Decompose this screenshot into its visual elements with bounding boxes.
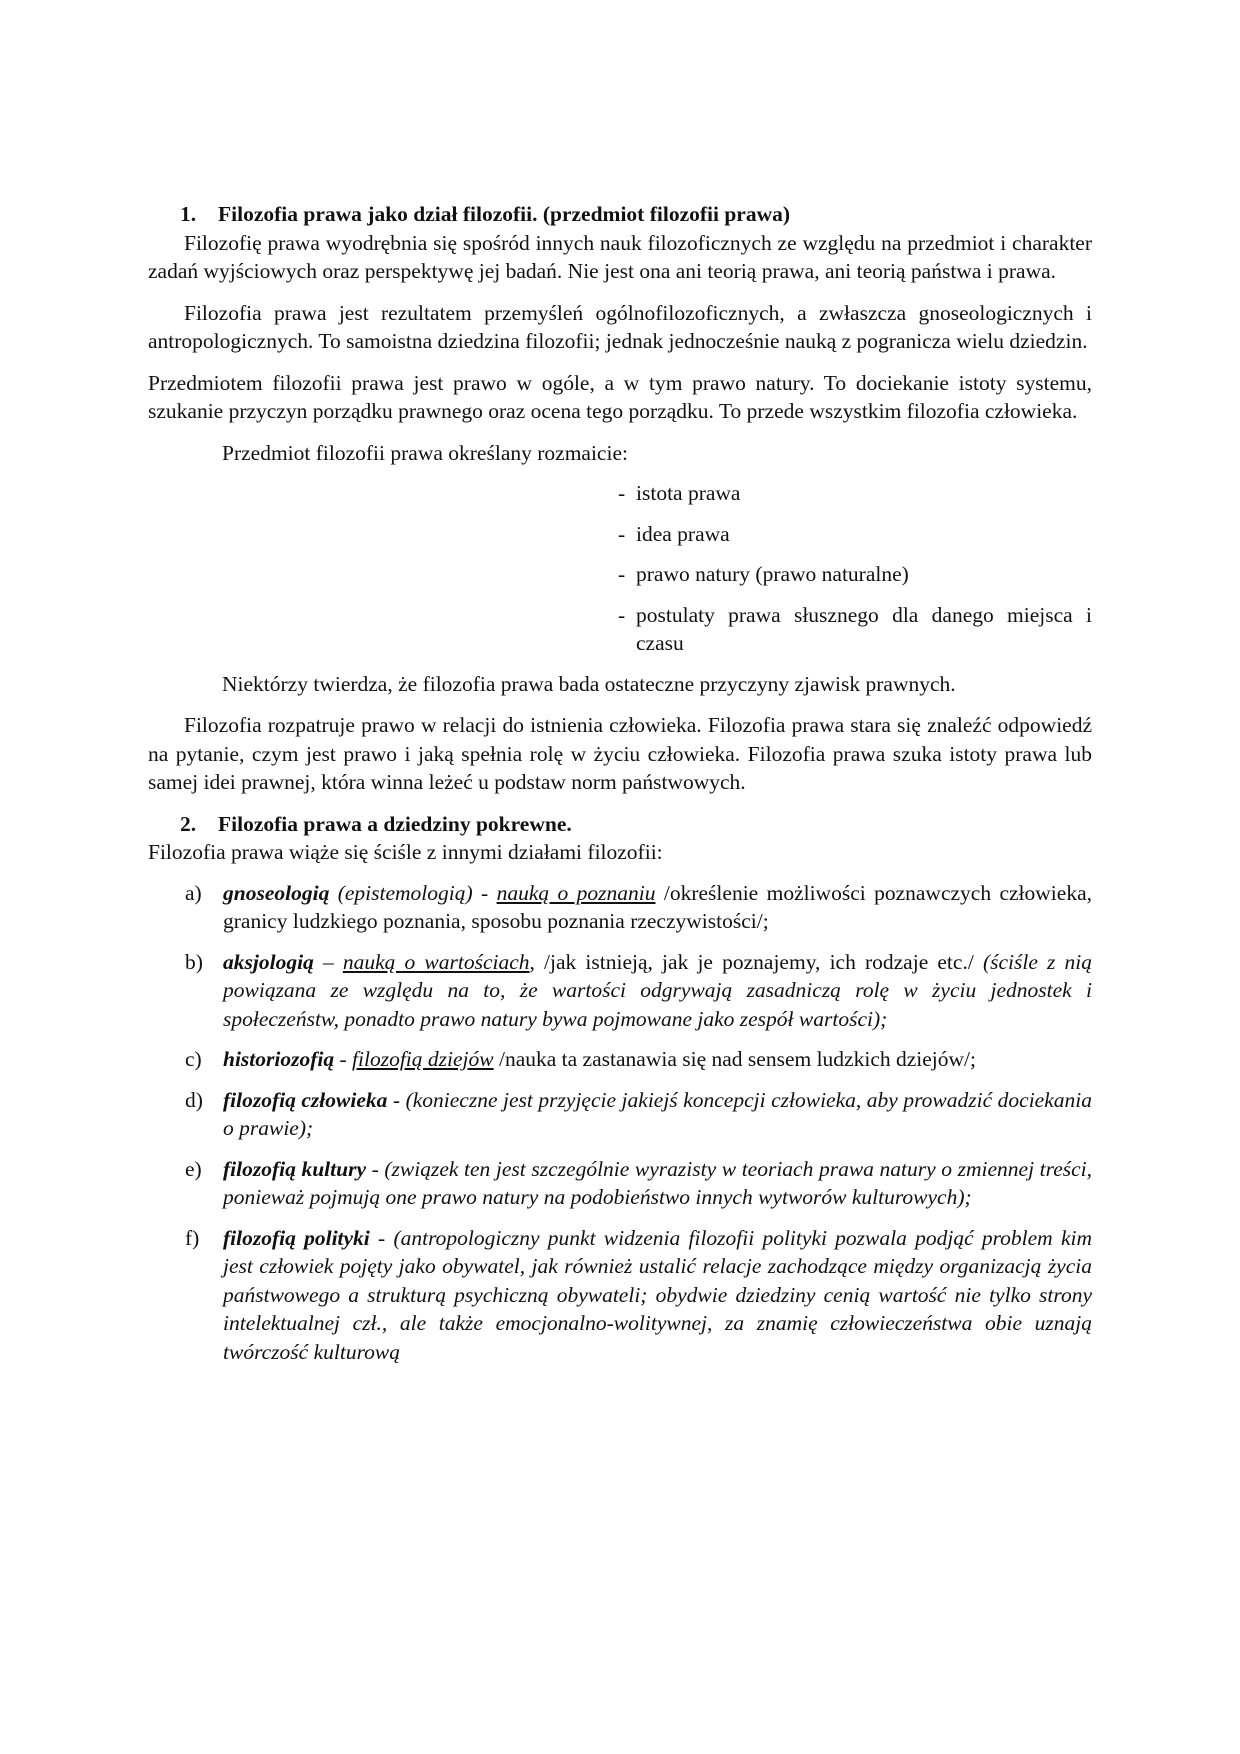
dash-bullet: - [618,602,626,627]
list-item-text: prawo natury (prawo naturalne) [636,562,909,586]
separator: - [369,1225,394,1250]
description: , /jak istnieją, jak je poznajemy, ich rodzaje etc./ [529,949,983,974]
list-marker: a) [185,880,202,905]
dash-bullet: - [618,562,626,586]
list-item [148,1224,1092,1367]
list-item [148,948,1092,1034]
dash-bullet: - [618,521,626,546]
list-marker: c) [185,1047,202,1071]
definition: filozofią dziejów [352,1047,494,1071]
section-1-heading [148,200,1092,229]
document-page [148,200,1092,1378]
section-number: 2. [180,811,197,836]
italic-note: (konieczne jest przyjęcie jakiejś koncepcji człowieka, aby prowadzić dociekania o prawie); [223,1087,1092,1140]
dash-bullet: - [618,481,626,505]
list-item-text: idea prawa [636,521,730,546]
term: historiozofią [223,1047,335,1071]
list-item [148,1155,1092,1212]
italic-note: (ściśle z nią powiązana ze względu na to, że wartości odgrywają zasadniczą rolę w życiu jednostek i społeczeństw, ponadto prawo natury bywa pojmowane jako zespół wartości); [223,949,1092,1031]
paragraph: Filozofia rozpatruje prawo w relacji do istnienia człowieka. Filozofia prawa stara się znaleźć odpowiedź na pytanie, czym jest prawo i jaką spełnia rolę w życiu człowieka. Filozofia prawa szuka istoty prawa lub samej idei prawnej, która winna leżeć u podstaw norm państwowych. [148,713,1092,794]
list-item [618,601,1092,658]
term: filozofią człowieka [223,1087,388,1112]
section-2-heading [148,810,1092,839]
list-item-text: postulaty prawa słusznego dla danego miejsca i czasu [636,602,1092,655]
separator: – [313,949,343,974]
term: gnoseologią [223,880,330,905]
section-title: Filozofia prawa a dziedziny pokrewne. [218,811,572,836]
list-item-text: istota prawa [636,481,741,505]
list-marker: d) [185,1087,203,1112]
term: aksjologią [223,949,314,974]
paragraph: Przedmiot filozofii prawa określany rozmaicie: [222,440,628,465]
list-item [148,1045,1092,1074]
separator: - [366,1156,385,1181]
list-item [148,1086,1092,1143]
separator: (epistemologią) - [329,880,497,905]
list-item [148,879,1092,936]
separator: - [387,1087,406,1112]
description: /nauka ta zastanawia się nad sensem ludzkich dziejów/; [493,1047,976,1071]
list-marker: f) [185,1225,200,1250]
italic-note: (związek ten jest szczególnie wyrazisty w teoriach prawa natury o zmiennej treści, ponieważ pojmują one prawo natury na podobieństwo innych wytworów kulturowych); [223,1156,1092,1209]
paragraph: Filozofię prawa wyodrębnia się spośród innych nauk filozoficznych ze względu na przedmiot i charakter zadań wyjściowych oraz perspektywę jej badań. Nie jest ona ani teorią prawa, ani teorią państwa i prawa. [148,230,1092,283]
paragraph: Filozofia prawa wiąże się ściśle z innymi działami filozofii: [148,840,663,864]
section-number: 1. [180,202,197,226]
list-item [618,520,1092,549]
term: filozofią kultury [223,1156,366,1181]
list-marker: b) [185,949,203,974]
paragraph: Niektórzy twierdza, że filozofia prawa bada ostateczne przyczyny zjawisk prawnych. [222,671,956,696]
separator: - [334,1047,353,1071]
subject-list [618,479,1092,658]
term: filozofią polityki [223,1225,370,1250]
paragraph: Filozofia prawa jest rezultatem przemyśleń ogólnofilozoficznych, a zwłaszcza gnoseologicznych i antropologicznych. To samoistna dziedzina filozofii; jednak jednocześnie nauką z pogranicza wielu dziedzin. [148,300,1092,353]
related-fields-list [148,879,1092,1367]
paragraph: Przedmiotem filozofii prawa jest prawo w ogóle, a w tym prawo natury. To dociekanie istoty systemu, szukanie przyczyn porządku prawnego oraz ocena tego porządku. To przede wszystkim filozofia człowieka. [148,370,1092,423]
list-item [618,560,1092,589]
description: /określenie możliwości poznawczych człowieka, granicy ludzkiego poznania, sposobu poznania rzeczywistości/; [223,880,1092,933]
section-title: Filozofia prawa jako dział filozofii. (przedmiot filozofii prawa) [218,202,791,226]
definition: nauką o poznaniu [496,880,656,905]
list-marker: e) [185,1156,202,1181]
list-item [618,479,1092,508]
italic-note: (antropologiczny punkt widzenia filozofii polityki pozwala podjąć problem kim jest człowiek pojęty jako obywatel, jak również ustalić relacje zachodzące między organizacją życia państwowego a strukturą psychiczną obywateli; obydwie dziedziny cenią wartość nie tylko strony intelektualnej czł., ale także emocjonalno-wolitywnej, za znamię człowieczeństwa obie uznają twórczość kulturową [223,1225,1092,1364]
definition: nauką o wartościach [342,949,530,974]
